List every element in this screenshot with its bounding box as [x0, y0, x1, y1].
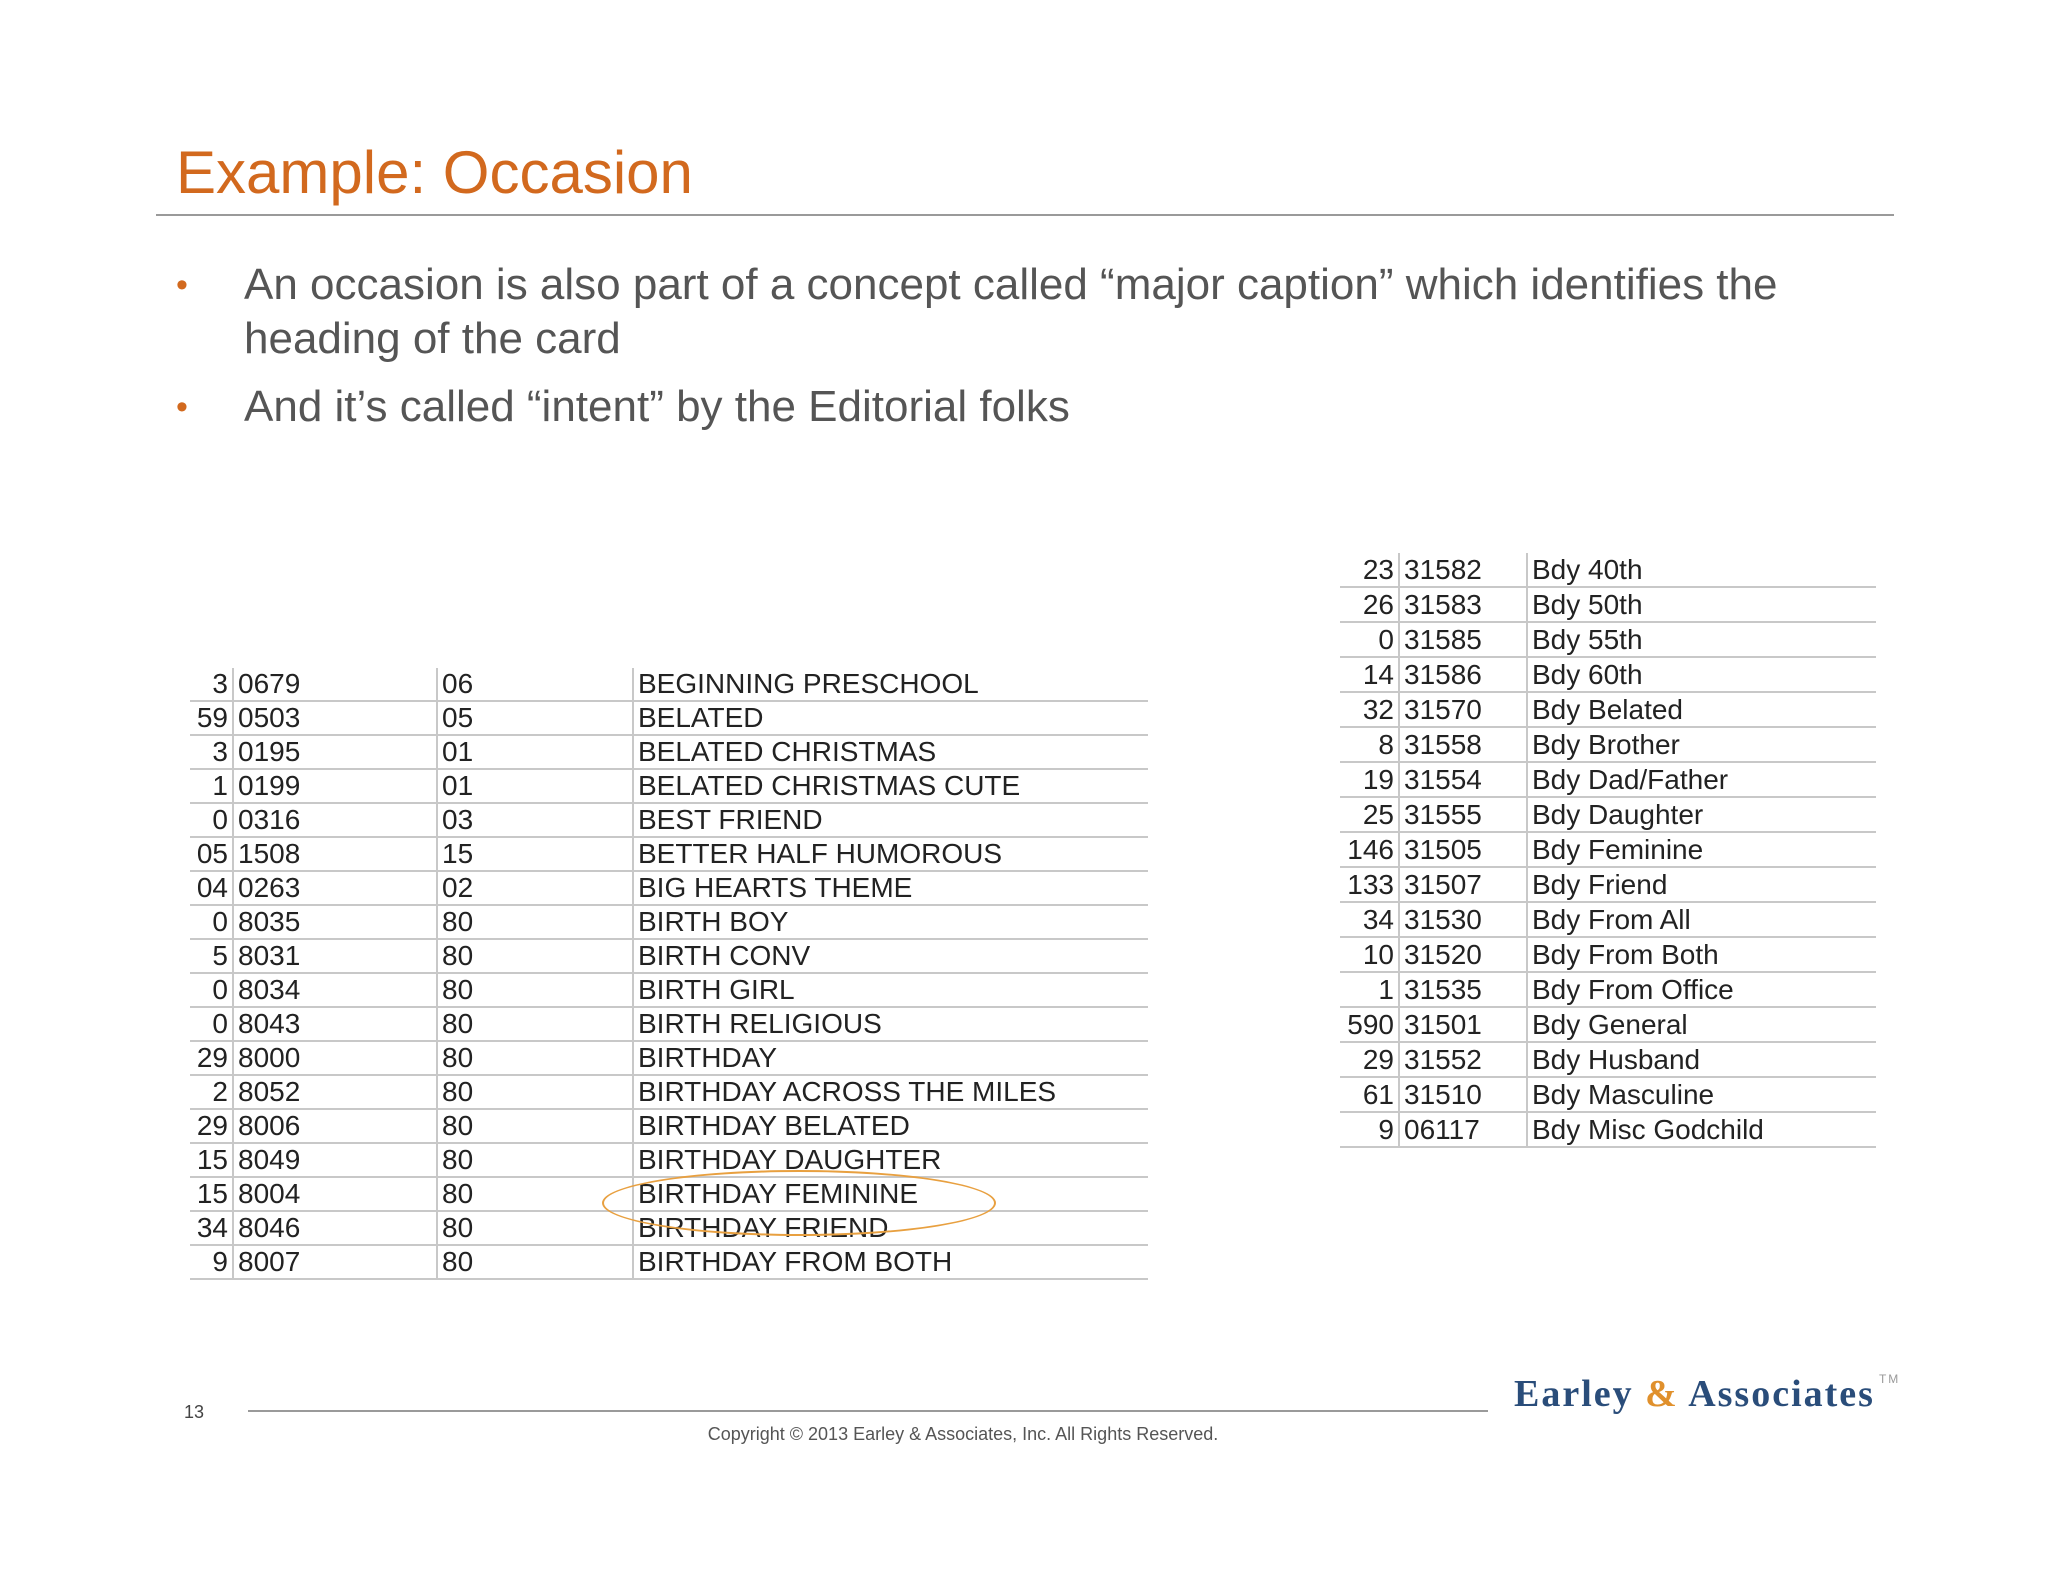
logo-text-1: Earley	[1514, 1373, 1646, 1415]
table-cell: 8007	[233, 1245, 437, 1279]
table-cell: 3	[190, 735, 233, 769]
table-row	[190, 1041, 1148, 1075]
table-row	[190, 735, 1148, 769]
footer-divider	[248, 1410, 1488, 1412]
table-cell: 8043	[233, 1007, 437, 1041]
table-row	[1340, 797, 1876, 832]
table-row	[1340, 1042, 1876, 1077]
table-cell: 03	[437, 803, 633, 837]
table-cell: Bdy From All	[1527, 902, 1876, 937]
bullet-dot: •	[176, 388, 188, 426]
table-cell: BIRTHDAY FRIEND	[633, 1211, 1148, 1245]
table-cell: 19	[1340, 762, 1399, 797]
table-cell: BETTER HALF HUMOROUS	[633, 837, 1148, 871]
table-cell: 1	[1340, 972, 1399, 1007]
table-row	[190, 668, 1148, 701]
table-cell: Bdy Dad/Father	[1527, 762, 1876, 797]
table-cell: Bdy 55th	[1527, 622, 1876, 657]
table-cell: 29	[190, 1109, 233, 1143]
table-cell: 0316	[233, 803, 437, 837]
table-cell: 04	[190, 871, 233, 905]
table-cell: 01	[437, 769, 633, 803]
table-cell: 1	[190, 769, 233, 803]
table-row	[190, 905, 1148, 939]
table-cell: BELATED CHRISTMAS CUTE	[633, 769, 1148, 803]
bullet-dot: •	[176, 266, 188, 304]
table-row	[190, 871, 1148, 905]
bullet-item	[176, 258, 1856, 366]
company-logo	[1514, 1372, 1900, 1416]
bullet-item	[176, 380, 1856, 434]
table-cell: Bdy Daughter	[1527, 797, 1876, 832]
table-row	[1340, 622, 1876, 657]
table-cell: 8052	[233, 1075, 437, 1109]
table-cell: 0	[1340, 622, 1399, 657]
table-cell: BIRTHDAY FEMININE	[633, 1177, 1148, 1211]
table-cell: BELATED	[633, 701, 1148, 735]
table-cell: BIRTHDAY BELATED	[633, 1109, 1148, 1143]
table-cell: 29	[1340, 1042, 1399, 1077]
table-cell: Bdy From Office	[1527, 972, 1876, 1007]
table-cell: 26	[1340, 587, 1399, 622]
copyright-text: Copyright © 2013 Earley & Associates, Inc. All Rights Reserved.	[707, 1424, 1219, 1444]
table-cell: 15	[190, 1143, 233, 1177]
table-cell: 31583	[1399, 587, 1527, 622]
table-cell: BIRTH GIRL	[633, 973, 1148, 1007]
table-row	[190, 973, 1148, 1007]
table-cell: 06	[437, 668, 633, 701]
table-row	[1340, 762, 1876, 797]
table-cell: 31586	[1399, 657, 1527, 692]
table-cell: 31554	[1399, 762, 1527, 797]
table-cell: 8034	[233, 973, 437, 1007]
table-row	[1340, 937, 1876, 972]
table-row	[1340, 692, 1876, 727]
table-cell: 80	[437, 1109, 633, 1143]
table-cell: 590	[1340, 1007, 1399, 1042]
table-cell: 0	[190, 803, 233, 837]
table-cell: 0503	[233, 701, 437, 735]
table-cell: 5	[190, 939, 233, 973]
table-row	[190, 701, 1148, 735]
table-cell: 31552	[1399, 1042, 1527, 1077]
table-cell: 31520	[1399, 937, 1527, 972]
table-cell: 31555	[1399, 797, 1527, 832]
table-cell: 146	[1340, 832, 1399, 867]
table-cell: 15	[190, 1177, 233, 1211]
table-cell: 9	[190, 1245, 233, 1279]
table-cell: 23	[1340, 553, 1399, 587]
table-row	[190, 1109, 1148, 1143]
table-cell: 133	[1340, 867, 1399, 902]
table-row	[190, 803, 1148, 837]
table-row	[190, 939, 1148, 973]
table-cell: BELATED CHRISTMAS	[633, 735, 1148, 769]
table-cell: Bdy Misc Godchild	[1527, 1112, 1876, 1147]
table-row	[190, 769, 1148, 803]
table-cell: 10	[1340, 937, 1399, 972]
table-cell: 0	[190, 1007, 233, 1041]
table-row	[1340, 867, 1876, 902]
table-row	[1340, 972, 1876, 1007]
table-row	[1340, 902, 1876, 937]
table-cell: 80	[437, 905, 633, 939]
table-cell: 06117	[1399, 1112, 1527, 1147]
table-cell: 80	[437, 1143, 633, 1177]
table-cell: BIG HEARTS THEME	[633, 871, 1148, 905]
table-cell: BIRTHDAY DAUGHTER	[633, 1143, 1148, 1177]
table-row	[1340, 587, 1876, 622]
table-cell: 0	[190, 905, 233, 939]
table-row	[1340, 1112, 1876, 1147]
table-cell: 80	[437, 973, 633, 1007]
table-cell: 31505	[1399, 832, 1527, 867]
table-cell: 34	[190, 1211, 233, 1245]
table-cell: 0263	[233, 871, 437, 905]
table-row	[1340, 727, 1876, 762]
table-row	[1340, 832, 1876, 867]
table-cell: 80	[437, 1041, 633, 1075]
table-cell: BIRTH CONV	[633, 939, 1148, 973]
table-cell: 80	[437, 1245, 633, 1279]
table-cell: 32	[1340, 692, 1399, 727]
table-cell: 2	[190, 1075, 233, 1109]
table-cell: 31535	[1399, 972, 1527, 1007]
table-cell: BIRTH BOY	[633, 905, 1148, 939]
table-cell: 8035	[233, 905, 437, 939]
table-cell: 05	[190, 837, 233, 871]
table-cell: 31530	[1399, 902, 1527, 937]
slide-title: Example: Occasion	[176, 139, 693, 206]
table-cell: Bdy Feminine	[1527, 832, 1876, 867]
table-cell: 8046	[233, 1211, 437, 1245]
table-cell: BEGINNING PRESCHOOL	[633, 668, 1148, 701]
table-cell: Bdy 50th	[1527, 587, 1876, 622]
table-cell: Bdy Belated	[1527, 692, 1876, 727]
table-row	[190, 837, 1148, 871]
table-cell: BIRTH RELIGIOUS	[633, 1007, 1148, 1041]
table-cell: 0	[190, 973, 233, 1007]
table-row	[190, 1245, 1148, 1279]
table-row	[1340, 1007, 1876, 1042]
table-cell: 80	[437, 1075, 633, 1109]
table-cell: Bdy 60th	[1527, 657, 1876, 692]
table-cell: Bdy Brother	[1527, 727, 1876, 762]
table-cell: Bdy Masculine	[1527, 1077, 1876, 1112]
table-cell: 80	[437, 939, 633, 973]
table-row	[190, 1075, 1148, 1109]
table-row	[190, 1143, 1148, 1177]
table-row	[1340, 1077, 1876, 1112]
table-cell: Bdy From Both	[1527, 937, 1876, 972]
table-cell: 25	[1340, 797, 1399, 832]
page-number: 13	[184, 1402, 205, 1422]
table-cell: 14	[1340, 657, 1399, 692]
table-cell: BIRTHDAY ACROSS THE MILES	[633, 1075, 1148, 1109]
table-cell: 8000	[233, 1041, 437, 1075]
table-cell: 31570	[1399, 692, 1527, 727]
table-cell: 31507	[1399, 867, 1527, 902]
table-cell: 0195	[233, 735, 437, 769]
table-cell: 31582	[1399, 553, 1527, 587]
table-cell: Bdy Husband	[1527, 1042, 1876, 1077]
table-cell: Bdy 40th	[1527, 553, 1876, 587]
table-cell: 8006	[233, 1109, 437, 1143]
table-cell: BIRTHDAY FROM BOTH	[633, 1245, 1148, 1279]
table-cell: 80	[437, 1007, 633, 1041]
table-cell: 8	[1340, 727, 1399, 762]
table-cell: BEST FRIEND	[633, 803, 1148, 837]
table-cell: 31585	[1399, 622, 1527, 657]
occasion-table-right	[1340, 553, 1876, 1148]
table-cell: 0679	[233, 668, 437, 701]
table-cell: Bdy Friend	[1527, 867, 1876, 902]
table-row	[1340, 657, 1876, 692]
table-cell: 15	[437, 837, 633, 871]
table-cell: BIRTHDAY	[633, 1041, 1148, 1075]
table-cell: 31510	[1399, 1077, 1527, 1112]
logo-ampersand: &	[1645, 1373, 1679, 1415]
highlight-ellipse	[602, 1170, 996, 1236]
table-cell: 8031	[233, 939, 437, 973]
bullet-list	[176, 258, 1856, 448]
table-cell: 01	[437, 735, 633, 769]
table-cell: 80	[437, 1211, 633, 1245]
table-cell: 3	[190, 668, 233, 701]
table-cell: 0199	[233, 769, 437, 803]
table-cell: 34	[1340, 902, 1399, 937]
table-cell: 59	[190, 701, 233, 735]
table-cell: 05	[437, 701, 633, 735]
table-cell: Bdy General	[1527, 1007, 1876, 1042]
logo-text-2: Associates	[1678, 1373, 1875, 1415]
table-cell: 02	[437, 871, 633, 905]
table-cell: 8004	[233, 1177, 437, 1211]
table-cell: 9	[1340, 1112, 1399, 1147]
table-cell: 80	[437, 1177, 633, 1211]
table-row	[190, 1007, 1148, 1041]
table-cell: 29	[190, 1041, 233, 1075]
bullet-text: And it’s called “intent” by the Editorial folks	[244, 382, 1070, 431]
table-cell: 31558	[1399, 727, 1527, 762]
logo-trademark: TM	[1878, 1372, 1901, 1386]
table-cell: 1508	[233, 837, 437, 871]
title-divider	[156, 214, 1894, 216]
bullet-text: An occasion is also part of a concept called “major caption” which identifies the heading of the card	[244, 260, 1778, 363]
table-cell: 31501	[1399, 1007, 1527, 1042]
table-row	[1340, 553, 1876, 587]
table-cell: 8049	[233, 1143, 437, 1177]
table-cell: 61	[1340, 1077, 1399, 1112]
